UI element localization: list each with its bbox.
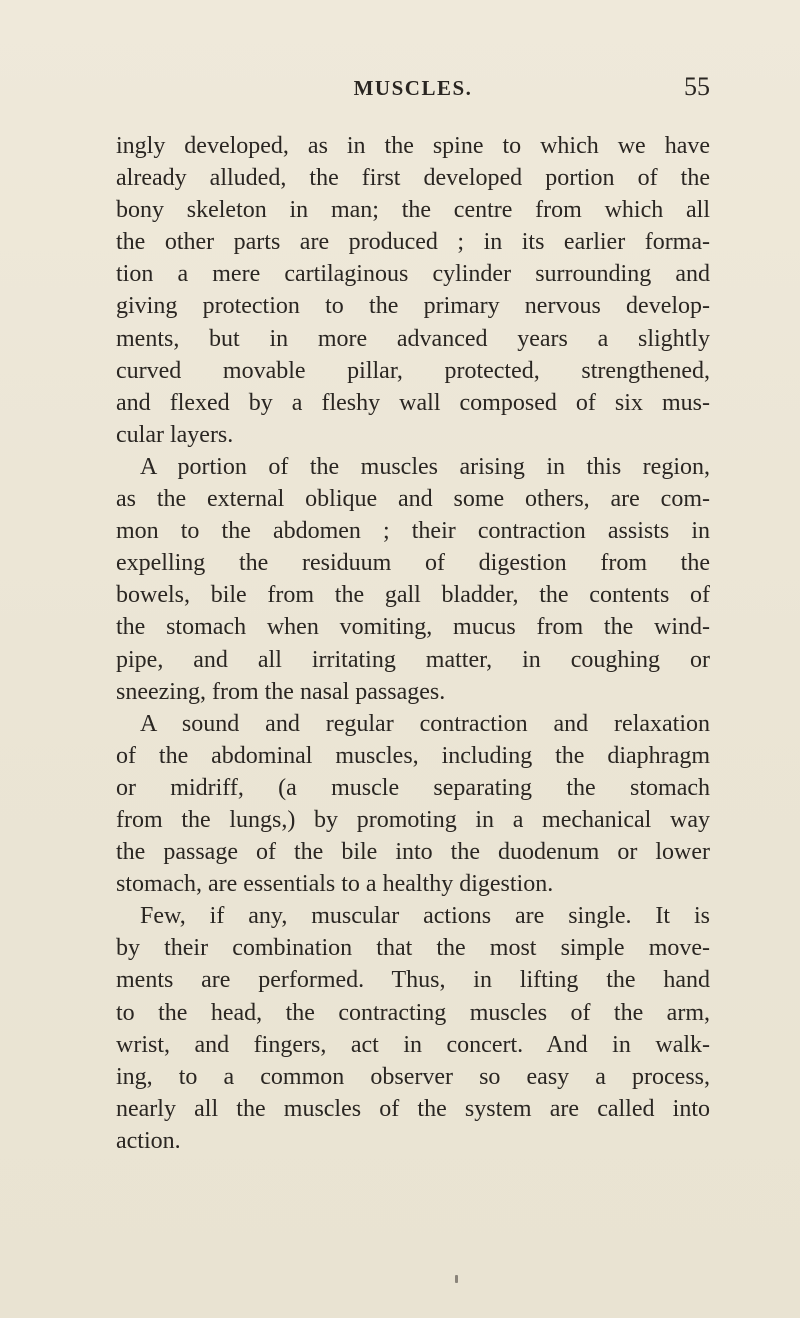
- text-line: nearly all the muscles of the system are called into: [116, 1095, 710, 1122]
- paper-speck: [455, 1275, 458, 1283]
- text-line: A portion of the muscles arising in this region,: [140, 453, 710, 480]
- text-line: the stomach when vomiting, mucus from the wind-: [116, 614, 710, 641]
- page-number: 55: [684, 72, 710, 101]
- text-line: ments are performed. Thus, in lifting the hand: [116, 967, 710, 994]
- text-line: the other parts are produced ; in its earlier forma-: [116, 229, 710, 256]
- text-line: expelling the residuum of digestion from the: [116, 550, 710, 577]
- text-line: stomach, are essentials to a healthy digestion.: [116, 871, 554, 898]
- text-line: pipe, and all irritating matter, in coughing or: [116, 646, 710, 673]
- text-line: Few, if any, muscular actions are single. It is: [140, 903, 710, 930]
- text-line: action.: [116, 1127, 181, 1154]
- text-line: curved movable pillar, protected, strengthened,: [116, 357, 710, 384]
- text-line: and flexed by a fleshy wall composed of six mus-: [116, 389, 710, 416]
- text-line: of the abdominal muscles, including the diaphragm: [116, 742, 710, 769]
- text-line: to the head, the contracting muscles of the arm,: [116, 999, 710, 1026]
- text-line: ingly developed, as in the spine to which we have: [116, 133, 710, 159]
- text-line: as the external oblique and some others, are com-: [116, 486, 710, 513]
- body-text: [116, 130, 710, 1157]
- text-line: tion a mere cartilaginous cylinder surrounding and: [116, 261, 710, 288]
- text-line: sneezing, from the nasal passages.: [116, 678, 446, 705]
- text-line: from the lungs,) by promoting in a mechanical way: [116, 806, 710, 833]
- text-line: cular layers.: [116, 421, 234, 448]
- text-line: already alluded, the first developed portion of the: [116, 165, 710, 192]
- text-line: wrist, and fingers, act in concert. And in walk-: [116, 1031, 710, 1058]
- text-line: giving protection to the primary nervous develop-: [116, 293, 710, 320]
- page-header: [116, 72, 710, 106]
- text-line: by their combination that the most simple move-: [116, 935, 710, 962]
- text-line: mon to the abdomen ; their contraction assists in: [116, 518, 710, 545]
- running-head: MUSCLES.: [353, 76, 473, 100]
- text-line: bowels, bile from the gall bladder, the contents of: [116, 582, 710, 609]
- text-line: ing, to a common observer so easy a process,: [116, 1063, 710, 1090]
- text-line: or midriff, (a muscle separating the stomach: [116, 774, 710, 801]
- text-line: ments, but in more advanced years a slightly: [116, 325, 710, 352]
- text-line: the passage of the bile into the duodenum or lower: [116, 839, 710, 866]
- text-line: bony skeleton in man; the centre from which all: [116, 197, 710, 224]
- text-line: A sound and regular contraction and relaxation: [140, 710, 710, 737]
